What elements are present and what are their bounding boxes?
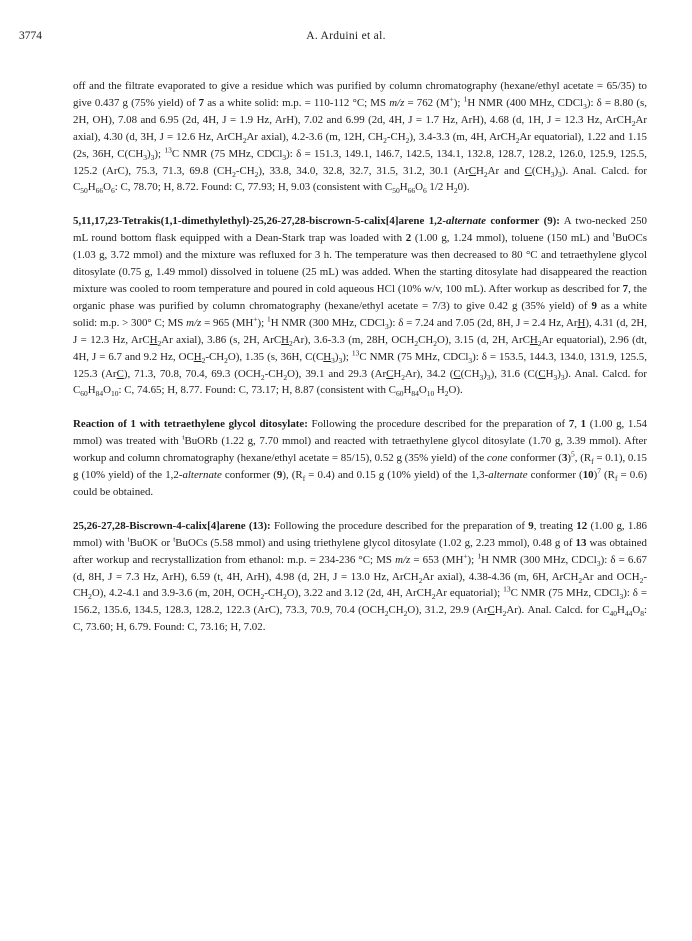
article-body <box>73 78 647 636</box>
paragraph-compound-13-synthesis: 25,26-27,28-Biscrown-4-calix[4]arene (13): Following the procedure described for the preparation of 9, treating 12 (1.00 g, 1.86 mmol) with $^t$BuOK or $^t$BuOCs (5.58 mmol) and using triethylene glycol ditosylate (1.02 g, 2.23 mmol), 0.48 g of 13 was obtained after workup and recrystallization from ethanol: m.p. = 234-236 °C; MS m/z = 653 (MH+); $^1$H NMR (300 MHz, CDCl$_3$): δ = 6.67 (d, 8H, J = 7.3 Hz, ArH), 6.59 (t, 4H, ArH), 4.98 (d, 2H, J = 13.0 Hz, ArCH$_2$Ar axial), 4.38-4.36 (m, 6H, ArCH$_2$Ar and $OCH_2-CH_2O$), 4.2-4.1 and 3.9-3.6 (m, 20H, $OCH_2-CH_2O$), 3.22 and 3.12 (2d, 4H, ArCH$_2$Ar equatorial); $^{13}$C NMR (75 MHz, CDCl$_3$): δ = 156.2, 135.6, 134.5, 128.3, 128.2, 122.3 (ArC), 73.3, 70.9, 70.4 $(OCH_2CH_2O)$, 31.2, 29.9 (ArCH$_2$Ar). Anal. Calcd. for $C_{40}H_{44}O_8$: C, 73.60; H, 6.79. Found: C, 73.16; H, 7.02. <box>73 519 648 634</box>
paragraph-compound-7-characterization: off and the filtrate evaporated to give a residue which was purified by column chromatography (hexane/ethyl acetate = 65/35) to give 0.437 g (75% yield) of 7 as a white solid: m.p. = 110-112 °C; MS m/z = 762 (M+); $^1$H NMR (400 MHz, CDCl$_3$): δ = 8.80 (s, 2H, OH), 7.08 and 6.95 (2d, 4H, J = 1.9 Hz, ArH), 7.02 and 6.99 (2d, 4H, J = 1.7 Hz, ArH), 4.68 (d, 1H, J = 12.3 Hz, ArCH$_2$Ar axial), 4.30 (d, 3H, J = 12.6 Hz, ArCH$_2$Ar axial), 4.2-3.6 (m, 12H, $CH_2-CH_2$), 3.4-3.3 (m, 4H, ArCH$_2$Ar equatorial), 1.22 and 1.15 (2s, 36H, $C(CH_3)_3$); $^{13}$C NMR (75 MHz, CDCl$_3$): δ = 151.3, 149.1, 146.7, 142.5, 134.1, 132.8, 128.7, 128.2, 126.0, 125.9, 125.5, 125.2 (ArC), 75.3, 71.3, 69.8 $(CH_2-CH_2)$, 33.8, 34.0, 32.8, 32.7, 31.5, 31.2, 30.1 (ArCH$_2$Ar and $C(CH_3)_3$). Anal. Calcd. for $C_{50}H_{66}O_6$: C, 78.70; H, 8.72. Found: C, 77.93; H, 9.03 (consistent with $C_{50}H_{66}O_6$ 1/2 $H_20$). <box>73 80 647 196</box>
paragraph-compound-9-synthesis: 5,11,17,23-Tetrakis(1,1-dimethylethyl)-25,26-27,28-biscrown-5-calix[4]arene 1,2-alternate conformer (9): A two-necked 250 mL round bottom flask equipped with a Dean-Stark trap was loaded with 2 (1.00 g, 1.24 mmol), toluene (150 mL) and $^t$BuOCs (1.03 g, 3.72 mmol) and the mixture was refluxed for 3 h. The temperature was then decreased to 80 °C and tetraethylene glycol ditosylate (0.75 g, 1.49 mmol) dissolved in toluene (25 mL) was added. When the starting ditosylate had disappeared the reaction mixture was cooled to room temperature and poured in cold aqueous HCl (10% w/v, 100 mL). After workup as described for 7, the organic phase was purified by column chromatography (hexane/ethyl acetate = 7/3) to give 0.42 g (35% yield) of 9 as a white solid: m.p. > 300° C; MS m/z = 965 (MH+); $^1$H NMR (300 MHz, CDCl$_3$): δ = 7.24 and 7.05 (2d, 8H, J = 2.4 Hz, ArH), 4.31 (d, 2H, J = 12.3 Hz, ArCH$_2$Ar axial), 3.86 (s, 2H, ArCH$_2$Ar), 3.6-3.3 (m, 28H, $OCH_2CH_2O$), 3.15 (d, 2H, ArCH$_2$Ar equatorial), 2.96 (dt, 4H, J = 6.7 and 9.2 Hz, $OCH_2-CH_2O$), 1.35 (s, 36H, $C(CH_3)_3$); $^{13}$C NMR (75 MHz, CDCl$_3$): δ = 153.5, 144.3, 134.0, 131.9, 125.5, 125.3 (ArC), 71.3, 70.8, 70.4, 69.3 $(OCH_2-CH_2O)$, 39.1 and 29.3 (ArCH$_2$Ar), 34.2 $(C(CH_3)_3)$, 31.6 $(C(CH_3)_3)$. Anal. Calcd. for $C_{60}H_{84}O_{10}$: C, 74.65; H, 8.77. Found: C, 73.17; H, 8.87 (consistent with $C_{60}H_{84}O_{10}$ $H_2O$). <box>73 215 648 399</box>
page-number: 3774 <box>19 30 42 42</box>
running-head: A. Arduini et al. <box>306 30 386 42</box>
paragraph-reaction-of-1: Reaction of 1 with tetraethylene glycol ditosylate: Following the procedure described for the preparation of 7, 1 (1.00 g, 1.54 mmol) was treated with $^t$BuORb (1.22 g, 7.70 mmol) and reacted with tetraethylene glycol ditosylate (1.70 g, 3.39 mmol). After workup and column chromatography (hexane/ethyl acetate = 85/15), 0.52 g (35% yield) of the cone conformer $(3)^5$, $(R_f = 0.1)$, 0.15 g (10% yield) of the 1,2-alternate conformer (9), $(R_f = 0.4)$ and 0.15 g (10% yield) of the 1,3-alternate conformer $(10)^7$ $(R_f = 0.6)$ could be obtained. <box>73 418 647 498</box>
page-header <box>0 30 692 46</box>
